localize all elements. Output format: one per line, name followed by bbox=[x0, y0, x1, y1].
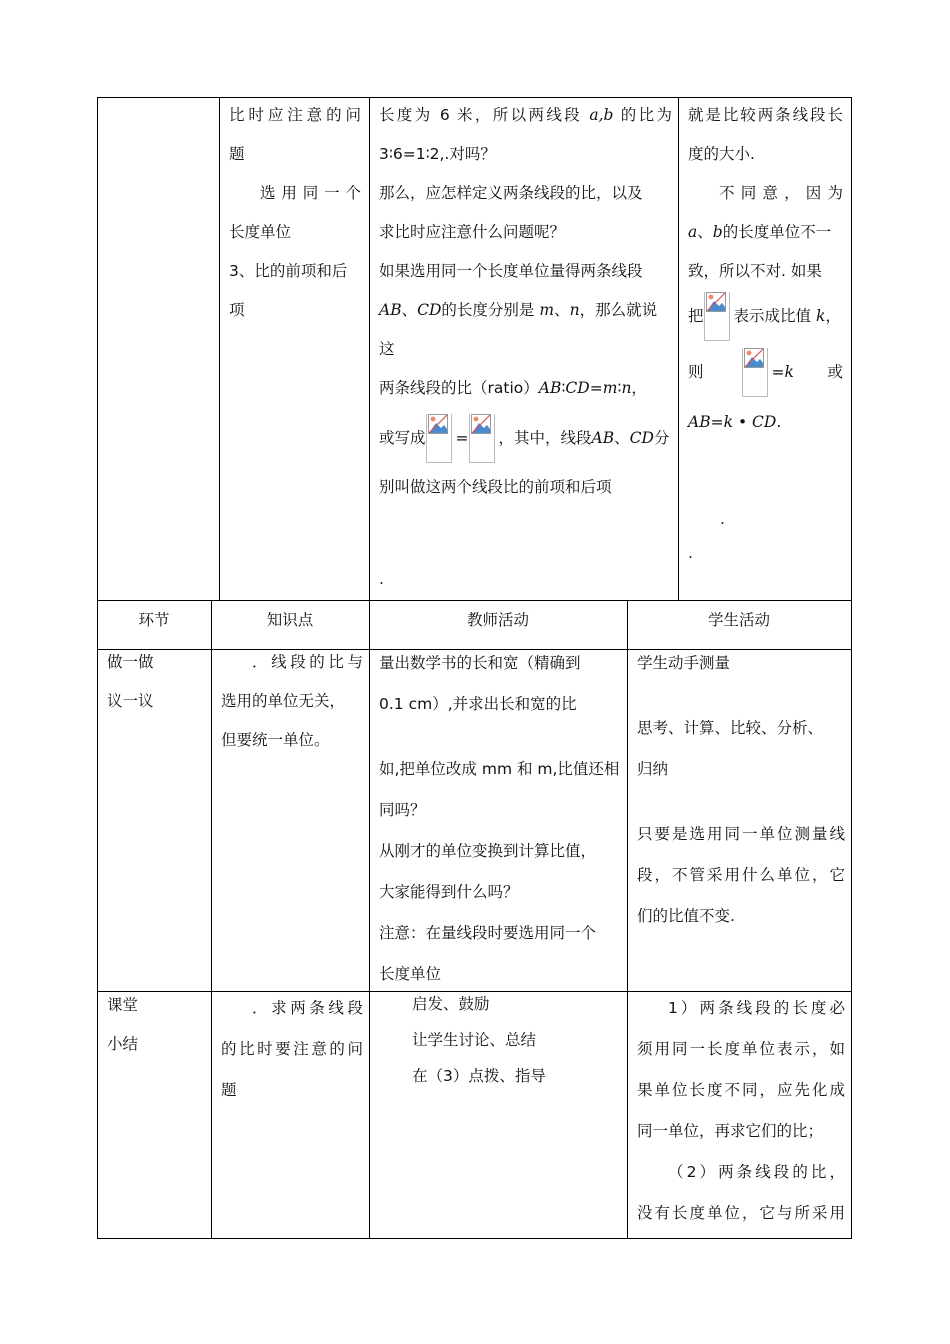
text-line: 同一单位，再求它们的比； bbox=[637, 1122, 824, 1140]
text: 、 bbox=[697, 223, 713, 241]
text-line: 1）两条线段的长度必 bbox=[668, 999, 845, 1017]
text-line: 注意：在量线段时要选用同一个 bbox=[379, 924, 597, 942]
text-line: 思考、计算、比较、分析、 bbox=[637, 719, 824, 737]
top-divider-2 bbox=[369, 97, 370, 600]
top-teacher-cell bbox=[379, 96, 672, 507]
practice-teacher-cell bbox=[379, 643, 621, 995]
header-teacher: 教师活动 bbox=[466, 611, 529, 629]
text: 两条线段的比（ratio） bbox=[379, 379, 539, 397]
text-line: 选用同一个 bbox=[260, 184, 361, 202]
lower-divider-3 bbox=[627, 600, 628, 1238]
text-line: 果单位长度不同，应先化成 bbox=[637, 1081, 845, 1099]
var: AB bbox=[591, 429, 615, 447]
text: 表示成比值 bbox=[733, 307, 812, 325]
var: CD bbox=[565, 379, 590, 397]
text: ，其中，线段 bbox=[498, 429, 592, 447]
student-dot-1: . bbox=[720, 510, 725, 528]
text-line: 致，所以不对. 如果 bbox=[688, 262, 822, 280]
text-line bbox=[688, 291, 843, 341]
text-line: 那么，应怎样定义两条线段的比，以及 bbox=[379, 184, 643, 202]
text: 把 bbox=[688, 307, 704, 325]
text-line: （2）两条线段的比， bbox=[668, 1163, 845, 1181]
text: 分 bbox=[653, 429, 670, 447]
trailing-dot: . bbox=[379, 570, 384, 588]
practice-student-cell bbox=[637, 643, 845, 937]
text-line: 段，不管采用什么单位，它 bbox=[637, 866, 845, 884]
text-line: ．线段的比与 bbox=[252, 653, 363, 671]
var: a,b bbox=[589, 106, 614, 124]
text-line: 比时应注意的问 bbox=[229, 106, 361, 124]
var: n bbox=[621, 379, 632, 397]
fraction-image bbox=[426, 414, 456, 464]
top-knowledge-cell bbox=[229, 96, 361, 330]
text-line: 题 bbox=[229, 145, 245, 163]
text-line: 学生动手测量 bbox=[637, 654, 731, 672]
broken-image-icon bbox=[706, 292, 726, 312]
text-line: 从刚才的单位变换到计算比值， bbox=[379, 842, 597, 860]
text-line: 不同意，因为 bbox=[719, 184, 843, 202]
text-line: 量出数学书的长和宽（精确到 bbox=[379, 654, 581, 672]
text: ∶ bbox=[561, 379, 566, 397]
student-dot-2: . bbox=[688, 544, 693, 562]
var: k bbox=[784, 363, 794, 381]
header-stage: 环节 bbox=[138, 611, 170, 629]
var: a bbox=[688, 223, 698, 241]
text-line bbox=[379, 96, 672, 135]
var: m bbox=[539, 301, 555, 319]
text-line: 在（3）点拨、指导 bbox=[412, 1067, 546, 1085]
table-border-right bbox=[851, 97, 852, 1239]
text-line: 但要统一单位。 bbox=[221, 731, 330, 749]
text-line: 题 bbox=[221, 1081, 237, 1099]
text-line: 就是比较两条线段长 bbox=[688, 106, 843, 124]
text-line: 度的大小. bbox=[688, 145, 755, 163]
text: ， bbox=[825, 307, 841, 325]
text: 或写成 bbox=[379, 429, 426, 447]
text-line: 项 bbox=[229, 301, 245, 319]
text-line bbox=[379, 369, 672, 408]
text: ，那么就说这 bbox=[379, 301, 658, 358]
summary-student-cell bbox=[637, 988, 845, 1234]
text-line bbox=[379, 408, 672, 468]
var: CD bbox=[752, 413, 777, 431]
text: . bbox=[776, 413, 782, 431]
text-line: 让学生讨论、总结 bbox=[412, 1031, 537, 1049]
var: n bbox=[569, 301, 580, 319]
text-line: 大家能得到什么吗？ bbox=[379, 883, 519, 901]
text: 或 bbox=[827, 363, 843, 381]
header-knowledge: 知识点 bbox=[266, 611, 314, 629]
text-line: 启发、鼓励 bbox=[412, 995, 490, 1013]
var: CD bbox=[629, 429, 654, 447]
text: = bbox=[771, 363, 785, 381]
broken-image-icon bbox=[471, 414, 491, 434]
text-line: 们的比值不变. bbox=[637, 907, 735, 925]
fraction-image bbox=[469, 414, 499, 464]
var: AB bbox=[688, 413, 711, 431]
top-divider-1 bbox=[219, 97, 220, 600]
text: 、 bbox=[401, 301, 418, 319]
table-border-left bbox=[97, 97, 98, 1239]
text-line bbox=[688, 403, 843, 442]
fraction-image bbox=[742, 348, 772, 398]
text: 的长度单位不一 bbox=[722, 223, 832, 241]
broken-image-icon bbox=[428, 414, 448, 434]
text-line: 的比时要注意的问 bbox=[221, 1040, 363, 1058]
text: ， bbox=[631, 379, 647, 397]
text-line: 求比时应注意什么问题呢？ bbox=[379, 223, 566, 241]
text-line: 如果选用同一个长度单位量得两条线段 bbox=[379, 262, 643, 280]
text: 则 bbox=[688, 363, 704, 381]
text-line bbox=[688, 213, 843, 252]
text-line: 别叫做这两个线段比的前项和后项 bbox=[379, 478, 612, 496]
text: 的比为 bbox=[620, 106, 672, 124]
text-line: 3、比的前项和后 bbox=[229, 262, 348, 280]
var: AB bbox=[379, 301, 402, 319]
text-line bbox=[379, 291, 672, 369]
text: 的长度分别是 bbox=[441, 301, 535, 319]
text: • bbox=[737, 413, 748, 431]
practice-stage-cell bbox=[107, 643, 207, 721]
top-divider-3 bbox=[678, 97, 679, 600]
lower-divider-2 bbox=[369, 600, 370, 1238]
var: AB bbox=[538, 379, 562, 397]
text: = bbox=[589, 379, 603, 397]
text-line bbox=[688, 341, 843, 403]
text-line: 如,把单位改成 mm 和 m,比值还相 bbox=[379, 760, 620, 778]
text-line: 课堂 bbox=[107, 996, 139, 1014]
text-line: 长度单位 bbox=[379, 965, 442, 983]
text-line: 只要是选用同一单位测量线 bbox=[637, 825, 845, 843]
text-line: 选用的单位无关， bbox=[221, 692, 346, 710]
summary-knowledge-cell bbox=[221, 988, 363, 1111]
table-border-bottom bbox=[97, 1238, 852, 1239]
text: 长度为 6 米，所以两线段 bbox=[379, 106, 583, 124]
text: 、 bbox=[554, 301, 570, 319]
text-line: 小结 bbox=[107, 1035, 139, 1053]
text-line: ．求两条线段 bbox=[252, 999, 363, 1017]
text-line: 做一做 bbox=[107, 653, 154, 671]
var: k bbox=[815, 307, 826, 325]
text-line: 议一议 bbox=[107, 692, 154, 710]
lower-divider-1 bbox=[211, 600, 212, 1238]
text: 、 bbox=[614, 429, 630, 447]
text: = bbox=[455, 429, 469, 447]
text-line: 0.1 cm）,并求出长和宽的比 bbox=[379, 695, 577, 713]
practice-knowledge-cell bbox=[221, 643, 363, 760]
var: b bbox=[712, 223, 723, 241]
summary-teacher-cell bbox=[412, 986, 622, 1094]
summary-stage-cell bbox=[107, 986, 207, 1064]
fraction-image bbox=[704, 292, 734, 342]
header-student: 学生活动 bbox=[707, 611, 770, 629]
text-line: 长度单位 bbox=[229, 223, 292, 241]
text: = bbox=[710, 413, 724, 431]
broken-image-icon bbox=[744, 348, 764, 368]
var: m bbox=[602, 379, 618, 397]
text-line: 同吗？ bbox=[379, 801, 426, 819]
text-line: 须用同一长度单位表示，如 bbox=[637, 1040, 845, 1058]
text-line: 归纳 bbox=[637, 760, 669, 778]
text: ∶ bbox=[617, 379, 622, 397]
var: CD bbox=[417, 301, 442, 319]
text-line: 3∶6=1∶2,.对吗？ bbox=[379, 145, 496, 163]
var: k bbox=[723, 413, 733, 431]
top-student-cell bbox=[688, 96, 843, 442]
text-line: 没有长度单位，它与所采用 bbox=[637, 1204, 845, 1222]
